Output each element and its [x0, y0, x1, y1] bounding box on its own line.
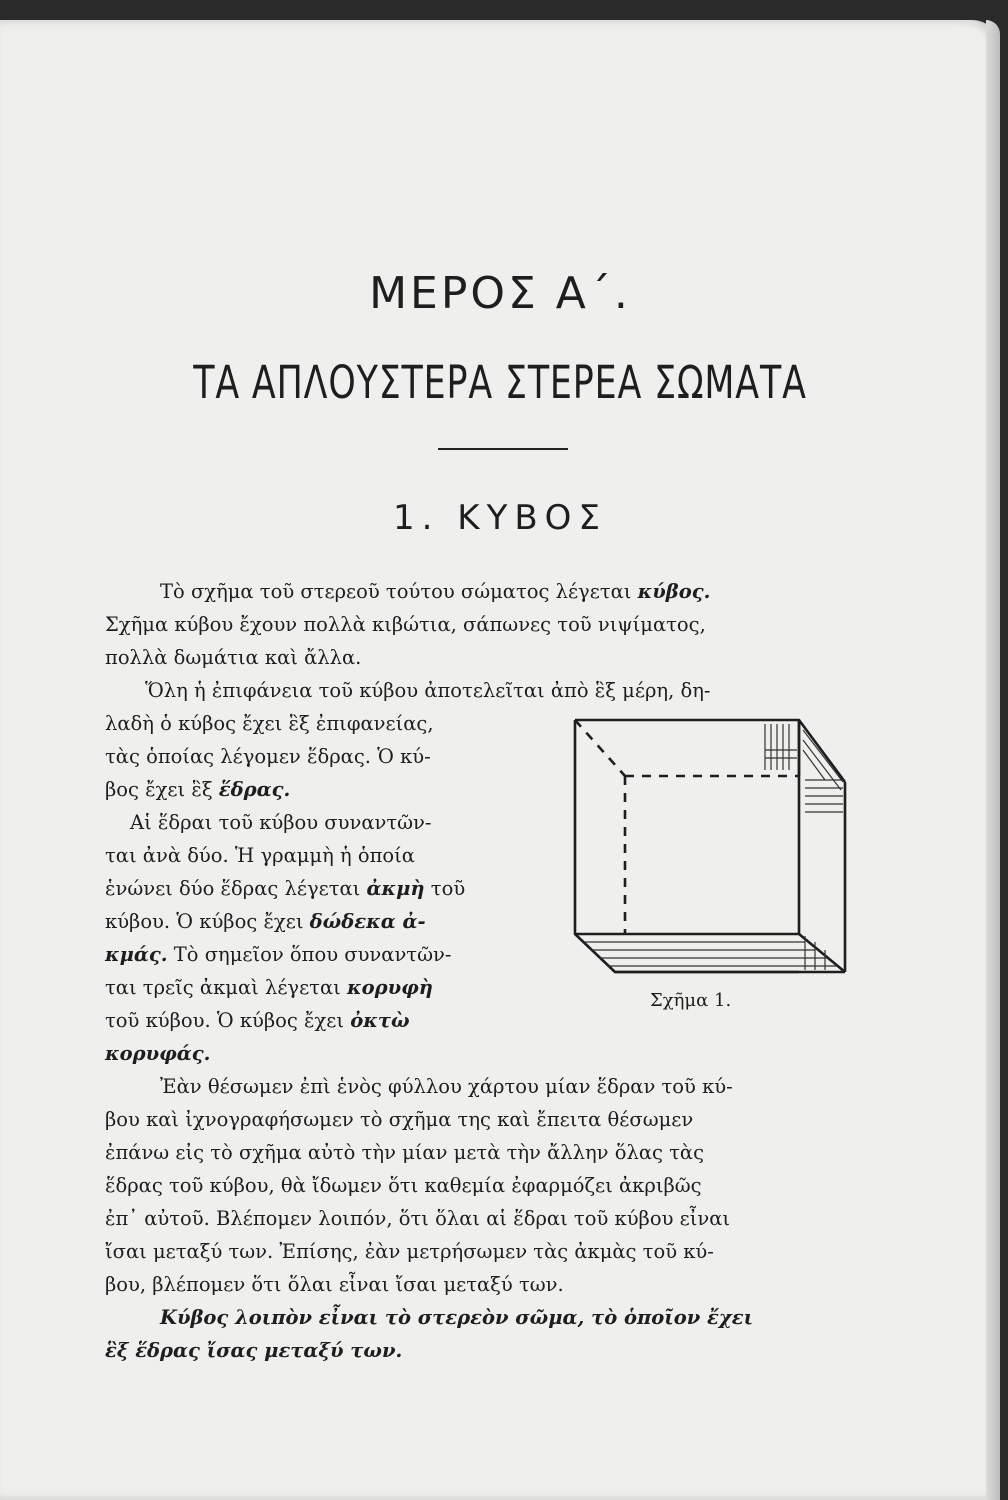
text-line [105, 971, 433, 1004]
page-edge-shading [986, 20, 1000, 1500]
text-line: ἴσαι μεταξύ των. Ἐπίσης, ἐὰν μετρήσωμεν τὰς ἀκμὰς τοῦ κύ- [105, 1240, 714, 1263]
text-line: λαδὴ ὁ κύβος ἔχει ἓξ ἐπιφανείας, [105, 712, 434, 735]
figure-caption: Σχῆμα 1. [650, 990, 732, 1011]
term-eight: ὀκτὼ [350, 1009, 410, 1032]
text-line: ἐπ᾽ αὐτοῦ. Βλέπομεν λοιπόν, ὅτι ὅλαι αἱ ἕδραι τοῦ κύβου εἶναι [105, 1207, 731, 1230]
text-line: Ὅλη ἡ ἐπιφάνεια τοῦ κύβου ἀποτελεῖται ἀπὸ ἓξ μέρη, δη- [145, 679, 711, 702]
text-line [160, 575, 710, 608]
text-span: κύβου. Ὁ κύβος ἔχει [105, 910, 310, 933]
text-span: τοῦ [424, 877, 466, 900]
chapter-title: ΤΑ ΑΠΛΟΥΣΤΕΡΑ ΣΤΕΡΕΑ ΣΩΜΑΤΑ [193, 356, 807, 409]
text-span: ται τρεῖς ἀκμαὶ λέγεται [105, 976, 347, 999]
text-span: Τὸ σημεῖον ὅπου συναντῶν- [167, 943, 452, 966]
definition-line: Κύβος λοιπὸν εἶναι τὸ στερεὸν σῶμα, τὸ ὁποῖον ἔχει [160, 1306, 754, 1329]
term-edge: ἀκμὴ [366, 877, 425, 900]
text-line [105, 872, 465, 905]
text-span: βος ἔχει ἓξ [105, 778, 219, 801]
text-line: βου, βλέπομεν ὅτι ὅλαι εἶναι ἴσαι μεταξύ των. [105, 1273, 564, 1296]
term-faces: ἕδρας. [218, 778, 291, 801]
definition-line: ἓξ ἕδρας ἴσας μεταξύ των. [105, 1339, 403, 1362]
text-span: τοῦ κύβου. Ὁ κύβος ἔχει [105, 1009, 351, 1032]
term-cube: κύβος. [637, 580, 711, 603]
text-line: ἕδρας τοῦ κύβου, θὰ ἴδωμεν ὅτι καθεμία ἐφαρμόζει ἀκριβῶς [105, 1174, 702, 1197]
text-line: τὰς ὁποίας λέγομεν ἕδρας. Ὁ κύ- [105, 745, 431, 768]
part-title: ΜΕΡΟΣ Α΄. [369, 268, 631, 319]
title-divider [438, 448, 568, 450]
term-edges: κμάς. [105, 943, 168, 966]
cube-figure [565, 710, 865, 1020]
text-span: ἑνώνει δύο ἕδρας λέγεται [105, 877, 367, 900]
text-line: Σχῆμα κύβου ἔχουν πολλὰ κιβώτια, σάπωνες τοῦ νιψίματος, [105, 613, 706, 636]
text-line [105, 938, 451, 971]
text-line: βου καὶ ἰχνογραφήσωμεν τὸ σχῆμα της καὶ ἔπειτα θέσωμεν [105, 1108, 694, 1131]
book-page [0, 20, 1000, 1500]
text-line: ἐπάνω εἰς τὸ σχῆμα αὐτὸ τὴν μίαν μετὰ τὴν ἄλλην ὅλας τὰς [105, 1141, 704, 1164]
text-line [105, 773, 290, 806]
text-span: Τὸ σχῆμα τοῦ στερεοῦ τούτου σώματος λέγεται [160, 580, 638, 603]
text-line [105, 905, 426, 938]
text-line [105, 1004, 410, 1037]
text-line: Ἐὰν θέσωμεν ἐπὶ ἑνὸς φύλλου χάρτου μίαν ἕδραν τοῦ κύ- [160, 1075, 733, 1098]
text-line: πολλὰ δωμάτια καὶ ἄλλα. [105, 646, 362, 669]
term-twelve-edges: δώδεκα ἀ- [309, 910, 426, 933]
section-title: 1. ΚΥΒΟΣ [393, 498, 607, 538]
term-vertex: κορυφὴ [346, 976, 433, 999]
text-line: ται ἀνὰ δύο. Ἡ γραμμὴ ἡ ὁποία [105, 844, 415, 867]
text-line: Αἱ ἕδραι τοῦ κύβου συναντῶν- [130, 811, 432, 834]
cube-edge [799, 720, 845, 782]
text-line: κορυφάς. [105, 1042, 211, 1065]
